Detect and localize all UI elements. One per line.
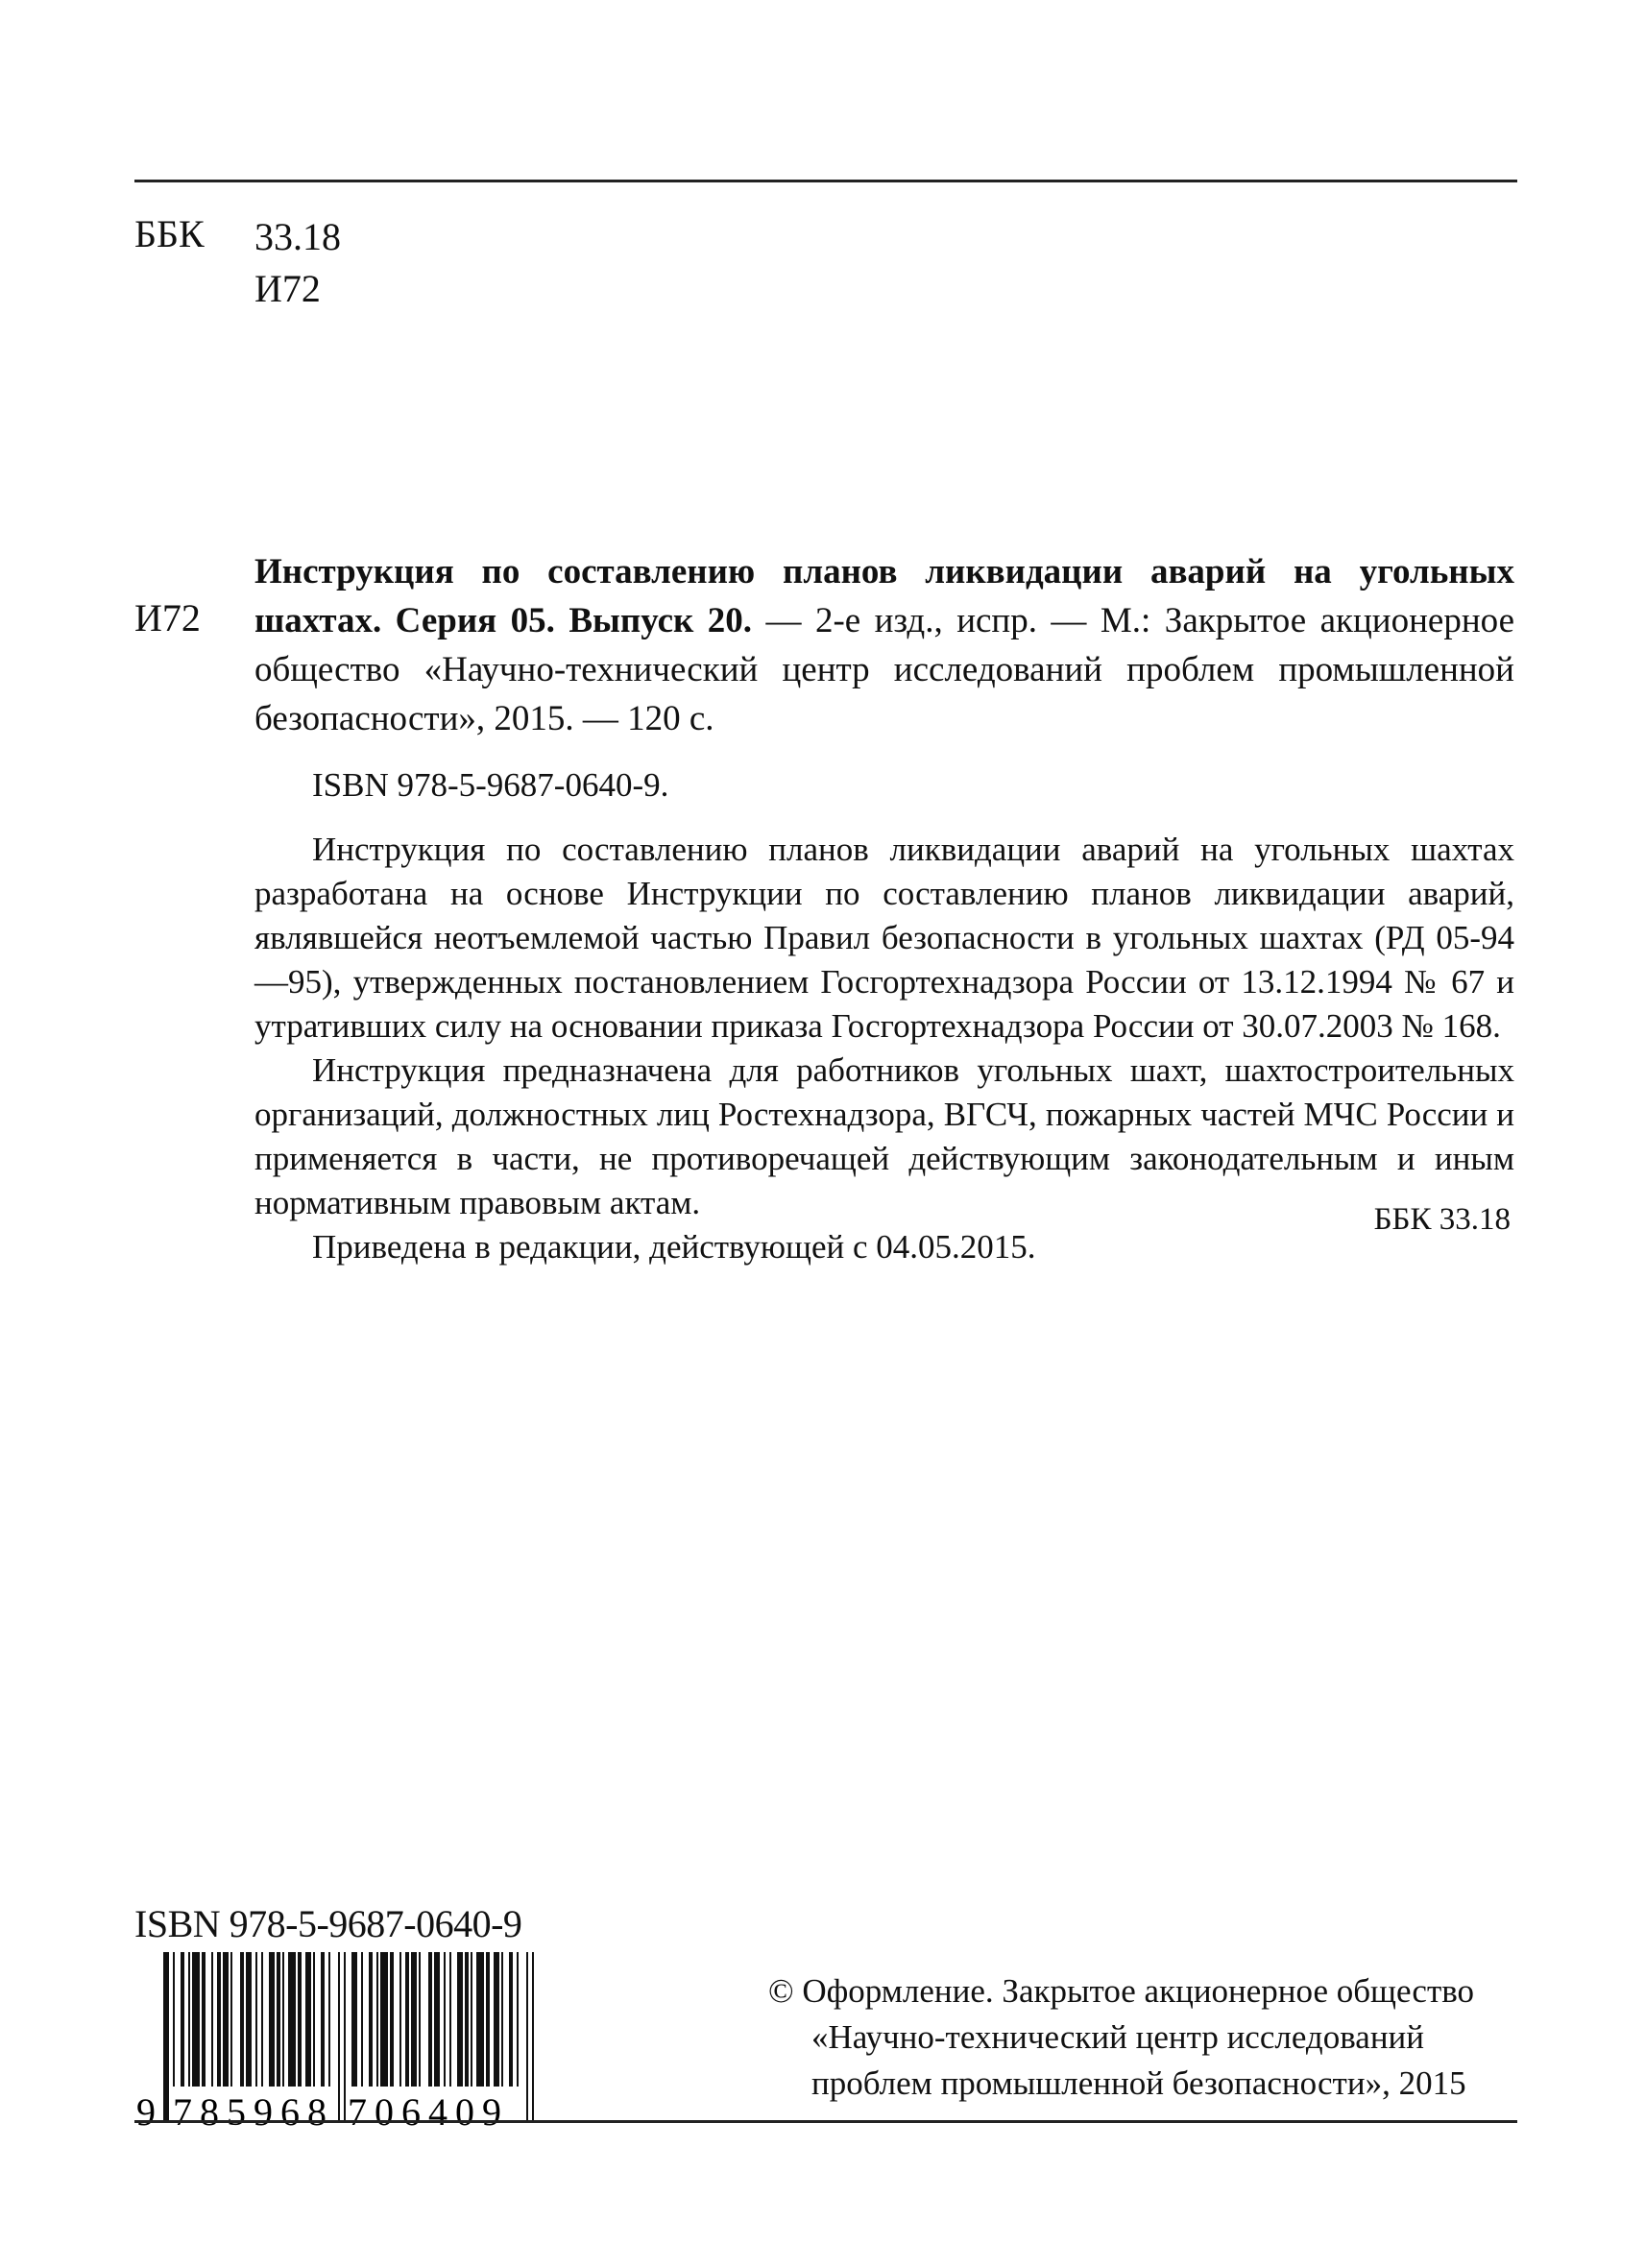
barcode-bar — [211, 1952, 213, 2087]
barcode-bar — [338, 1952, 340, 2120]
bbk-codes — [254, 211, 341, 315]
barcode-block — [134, 1901, 547, 2130]
barcode-bar — [282, 1952, 284, 2087]
isbn-line: ISBN 978-5-9687-0640-9. — [312, 766, 669, 804]
barcode-bar — [255, 1952, 257, 2087]
series-info: Серия 05. Выпуск 20. — [395, 601, 753, 640]
barcode-graphic — [134, 1952, 538, 2130]
copyright-line: «Научно-технический центр исследований — [811, 2018, 1425, 2056]
barcode-digits-left: 785968 — [173, 2090, 334, 2130]
top-rule — [134, 180, 1517, 182]
barcode-bar — [390, 1952, 394, 2087]
annotation-paragraph: Приведена в редакции, действующей с 04.05.2015. — [312, 1228, 1036, 1266]
barcode-isbn: ISBN 978-5-9687-0640-9 — [134, 1902, 522, 1945]
barcode-bar — [405, 1952, 409, 2087]
barcode-digits-right: 706409 — [348, 2090, 509, 2130]
copyright-line: © Оформление. Закрытое акционерное общество — [768, 1972, 1475, 2010]
barcode-digit-first: 9 — [136, 2090, 156, 2130]
barcode-bar — [465, 1952, 469, 2087]
barcode-bar — [277, 1952, 280, 2087]
bbk-code: 33.18 — [254, 215, 341, 258]
annotation-paragraph: Инструкция по составлению планов ликвидации аварий на угольных шахтах разработана на основе Инструкции по составлению планов ликвидации аварий, являвшейся неотъемлемой частью Правил безопасности в угольных шахтах (РД 05-94—95), утвержденных постановлением Госгортехнадзора России от 13.12.1994 № 67 и утративших силу на основании приказа Госгортехнадзора России от 30.07.2003 № 168. — [254, 831, 1514, 1045]
barcode-bar — [188, 1952, 190, 2087]
barcode-bar — [313, 1952, 315, 2087]
barcode-bar — [486, 1952, 490, 2087]
barcode-bar — [361, 1952, 363, 2087]
barcode-bar — [509, 1952, 513, 2087]
barcode-bar — [471, 1952, 472, 2087]
barcode-bar — [494, 1952, 499, 2087]
barcode-bar — [321, 1952, 325, 2087]
bbk-index-right: ББК 33.18 — [1373, 1202, 1511, 1237]
barcode-bar — [288, 1952, 296, 2087]
barcode-bar — [261, 1952, 263, 2087]
barcode-bar — [419, 1952, 421, 2087]
barcode-bar — [351, 1952, 357, 2087]
barcode-bar — [532, 1952, 534, 2120]
edition-info: — 2-е изд., испр. — М.: Закрытое акционерное общество «Научно-технический центр исследований проблем промышленной безопасности», 2015. — 120 с. — [254, 601, 1514, 738]
barcode-bar — [305, 1952, 311, 2087]
barcode-bar — [217, 1952, 221, 2087]
book-title: Инструкция по составлению планов ликвидации аварий на угольных шахтах. — [254, 552, 1514, 640]
barcode-bar — [449, 1952, 451, 2087]
barcode-bar — [269, 1952, 275, 2087]
barcode-bar — [376, 1952, 378, 2087]
barcode-bar — [192, 1952, 200, 2087]
barcode-bar — [344, 1952, 346, 2120]
barcode-bar — [240, 1952, 244, 2087]
barcode-bar — [230, 1952, 232, 2087]
barcode-bar — [476, 1952, 484, 2087]
barcode-bar — [526, 1952, 528, 2120]
barcode-bar — [328, 1952, 330, 2087]
barcode-bar — [223, 1952, 229, 2087]
barcode-bar — [428, 1952, 432, 2087]
barcode-bar — [399, 1952, 401, 2087]
annotation-paragraph: Инструкция предназначена для работников угольных шахт, шахтостроительных организаций, должностных лиц Ростехнадзора, ВГСЧ, пожарных частей МЧС России и применяется в части, не противоречащей действующим законодательным и иным нормативным правовым актам. — [254, 1051, 1514, 1221]
barcode-bar — [501, 1952, 503, 2087]
barcode-bar — [173, 1952, 175, 2087]
barcode-bar — [444, 1952, 446, 2087]
bbk-label: ББК — [134, 212, 205, 255]
barcode-bar — [181, 1952, 184, 2087]
barcode-bar — [457, 1952, 463, 2087]
author-mark: И72 — [134, 596, 201, 639]
bibliographic-description — [254, 547, 1514, 743]
barcode-bar — [298, 1952, 302, 2087]
barcode-bar — [202, 1952, 206, 2087]
copyright-notice — [768, 1968, 1517, 2107]
barcode-bar — [163, 1952, 169, 2120]
bbk-author-mark: И72 — [254, 267, 321, 310]
copyright-line: проблем промышленной безопасности», 2015 — [811, 2064, 1466, 2102]
bottom-rule — [134, 2120, 1517, 2123]
barcode-bar — [380, 1952, 388, 2087]
annotation — [254, 828, 1514, 1269]
barcode-bar — [517, 1952, 519, 2087]
barcode-bar — [434, 1952, 440, 2087]
barcode-bar — [411, 1952, 417, 2087]
barcode-bar — [246, 1952, 252, 2087]
barcode-bar — [369, 1952, 373, 2087]
